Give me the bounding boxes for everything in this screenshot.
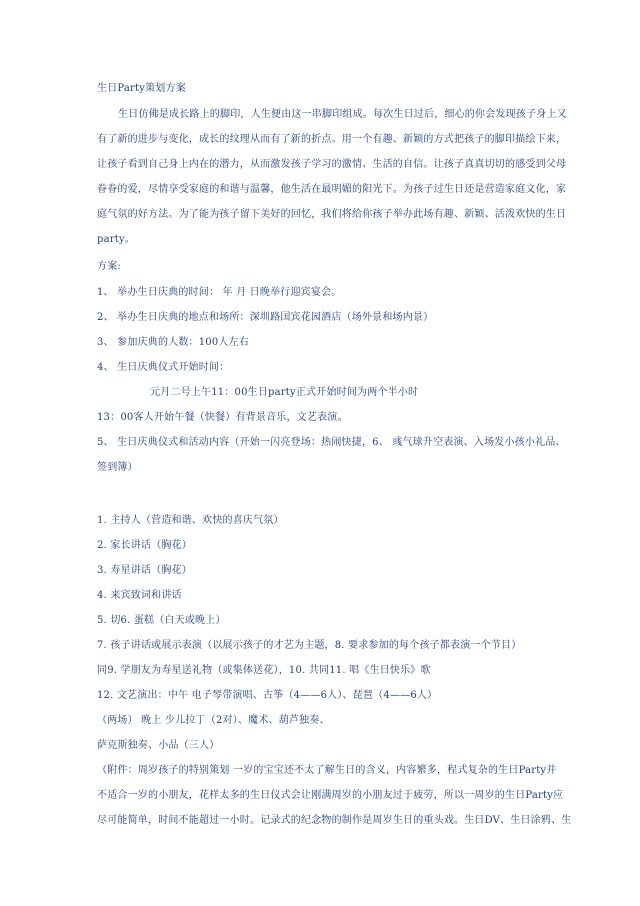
intro-line: 眷眷的爱，尽情享受家庭的和谐与温馨，他生活在最明媚的阳光下。为孩子过生日还是营造家庭文化，家 [97, 184, 567, 195]
program-item: （两场） 晚上 少儿拉丁（2对）、魔术、葫芦独奏、 [97, 715, 330, 726]
appendix-line: （附件：周岁孩子的特别策划 一岁的宝宝还不太了解生日的含义，内容繁多，程式复杂的生日Party并 [97, 765, 557, 776]
program-item: 萨克斯独奏、小品（三人） [97, 740, 220, 751]
program-item: 2. 家长讲话（胸花） [97, 540, 192, 551]
plan-item: 4、 生日庆典仪式开始时间： [97, 362, 230, 373]
item5-line: 签到簿） [97, 462, 138, 473]
item5-line: 5、 生日庆典仪式和活动内容（开始一闪亮登场：热闹快捷，6、 彧气球升空表演、入场发小孩小礼品、 [97, 437, 566, 448]
appendix-line: 不适合一岁的小朋友，花样太多的生日仪式会让刚满周岁的小朋友过于疲劳，所以一周岁的生日Party应 [97, 790, 564, 801]
plan-label: 方案: [97, 261, 121, 272]
lunch-line: 13：00客人开始午餐（快餐）有背景音乐，文艺表演。 [97, 412, 348, 423]
intro-line: party。 [97, 234, 136, 245]
appendix-line: 尽可能简单，时间不能超过一小时。记录式的纪念物的制作是周岁生日的重头戏。生日DV、生日涂鸦、生 [97, 815, 572, 826]
program-item: 7. 孩子讲话或展示表演（以展示孩子的才艺为主题，8. 要求参加的每个孩子都表演一个节目） [97, 640, 522, 651]
program-item: 4. 来宾致词和讲话 [97, 590, 182, 601]
intro-line: 有了新的进步与变化，成长的纹理从而有了新的折点。用一个有趣、新颖的方式把孩子的脚印描绘下来， [97, 134, 567, 145]
time-detail: 元月二号上午11：00生日party正式开始时间为两个半小时 [150, 387, 419, 398]
plan-item: 1、 举办生日庆典的时间： 年 月 日晚举行迎宾宴会。 [97, 287, 342, 298]
intro-line: 让孩子看到自己身上内在的潜力，从而激发孩子学习的激情、生活的自信。让孩子真真切切的感受到父母 [97, 159, 567, 170]
intro-line: 生日仿佛是成长路上的脚印，人生便由这一串脚印组成。每次生日过后，细心的你会发现孩子身上又 [118, 109, 567, 120]
doc-title: 生日Party策划方案 [97, 83, 186, 94]
program-item: 5. 切6. 蛋糕（白天或晚上） [97, 615, 226, 626]
program-item: 同9. 学朋友为寿星送礼物（或集体送花），10. 共同11. 唱《生日快乐》歌 [97, 665, 431, 676]
program-item: 12. 文艺演出：中午 电子琴带演唱、古筝（4——6人）、琵琶（4——6人） [97, 690, 438, 701]
program-item: 1. 主持人（营造和谐、欢快的喜庆气氛） [97, 515, 284, 526]
plan-item: 3、 参加庆典的人数：100人左右 [97, 337, 250, 348]
intro-line: 庭气氛的好方法。为了能为孩子留下美好的回忆，我们将给你孩子举办此场有趣、新颖、活泼欢快的生日 [97, 209, 567, 220]
plan-item: 2、 举办生日庆典的地点和场所：深圳路国宾花园酒店（场外景和场内景） [97, 312, 434, 323]
program-item: 3. 寿星讲话（胸花） [97, 565, 192, 576]
